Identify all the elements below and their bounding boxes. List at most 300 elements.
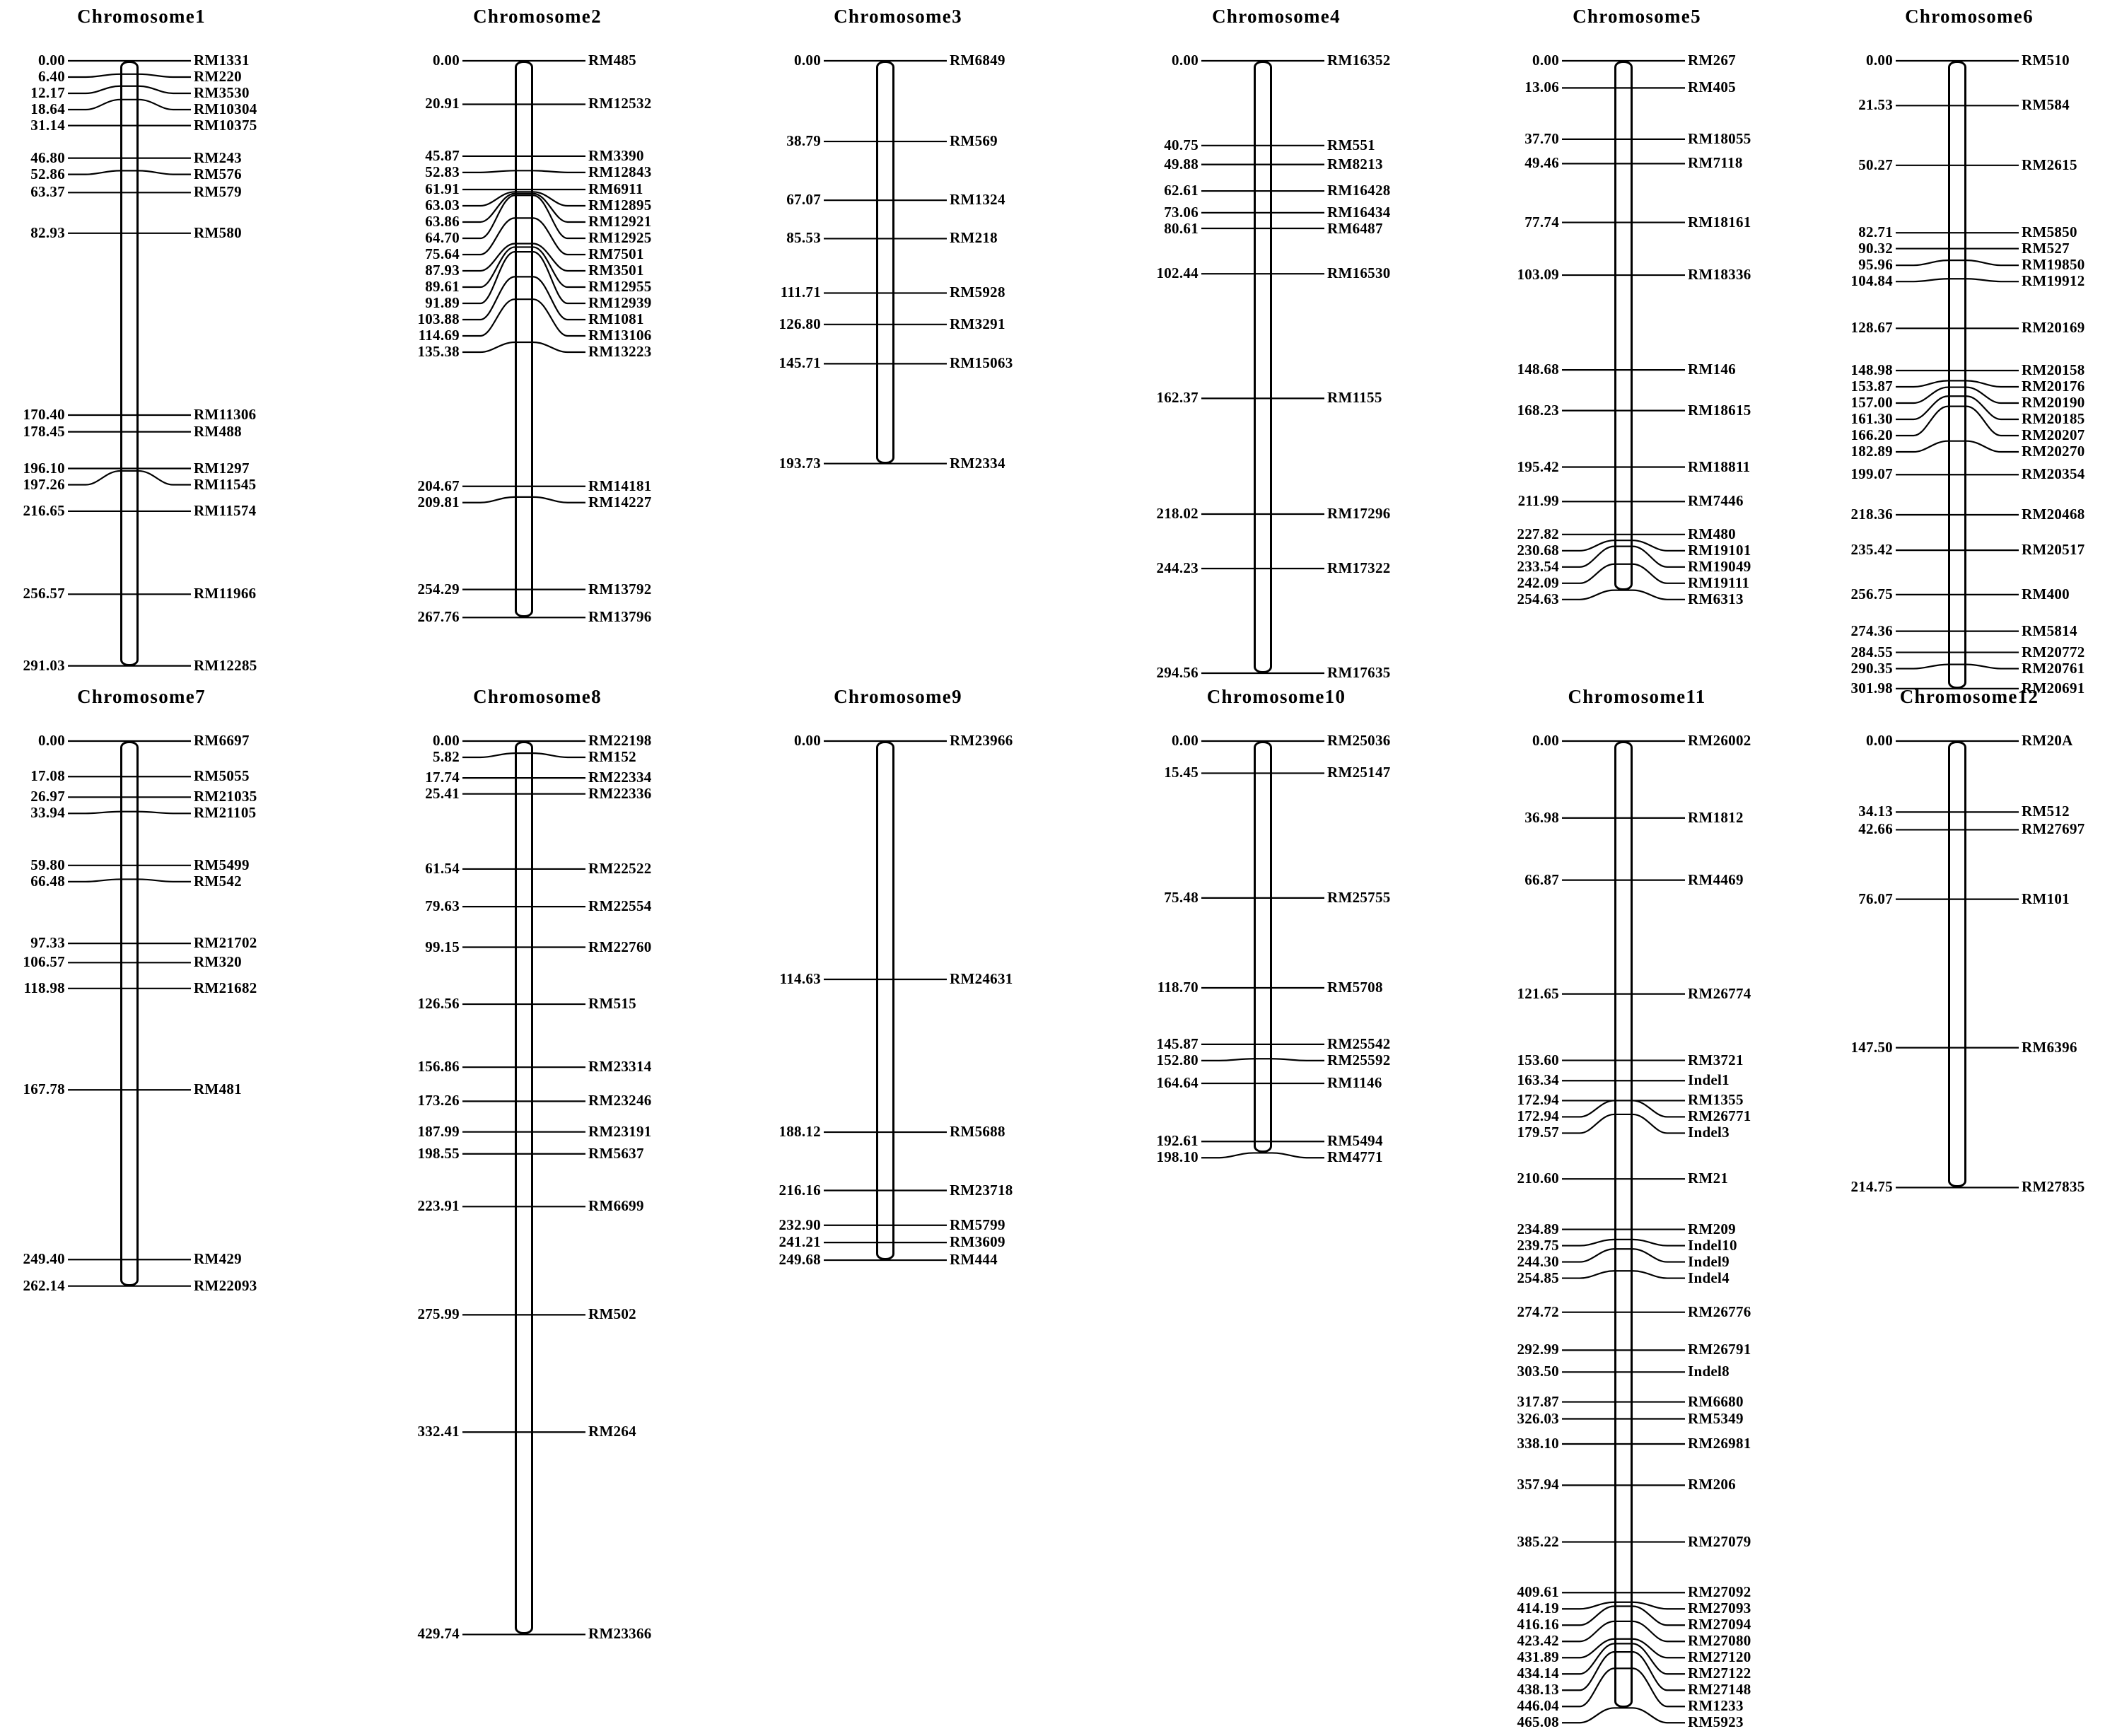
marker-position-label: 317.87 [1517,1392,1559,1410]
marker-position-label: 254.29 [417,580,460,598]
marker-position-label: 31.14 [30,117,65,134]
marker-name-label: RM22760 [588,938,652,955]
marker-position-label: 446.04 [1517,1697,1559,1715]
marker-position-label: 303.50 [1517,1363,1559,1380]
marker-position-label: 438.13 [1517,1681,1559,1699]
marker-position-label: 210.60 [1517,1170,1559,1187]
marker-position-label: 254.85 [1517,1269,1559,1286]
marker-name-label: RM1331 [194,52,250,69]
marker-position-label: 0.00 [1532,52,1559,69]
marker-position-label: 91.89 [425,294,460,311]
marker-name-label: RM11574 [194,501,257,519]
marker-name-label: RM101 [2022,890,2070,907]
marker-position-label: 76.07 [1858,890,1893,907]
marker-name-label: RM26776 [1688,1303,1751,1320]
marker-position-label: 156.86 [417,1058,460,1076]
chromosome-title: Chromosome3 [834,6,962,27]
marker-position-label: 12.17 [30,84,65,101]
marker-position-label: 66.48 [30,872,65,890]
marker-name-label: RM22093 [194,1276,257,1294]
marker-position-label: 82.71 [1858,223,1893,241]
marker-position-label: 63.86 [425,213,460,230]
marker-name-label: RM480 [1688,525,1736,542]
marker-position-label: 227.82 [1517,525,1559,542]
marker-position-label: 64.70 [425,229,460,246]
marker-name-label: Indel10 [1688,1236,1737,1254]
marker-name-label: RM25592 [1327,1051,1391,1068]
marker-name-label: RM20A [2022,732,2073,749]
marker-name-label: RM27120 [1688,1648,1751,1666]
marker-position-label: 40.75 [1164,136,1199,153]
marker-name-label: RM10304 [194,100,257,117]
marker-position-label: 338.10 [1517,1435,1559,1452]
marker-position-label: 128.67 [1850,319,1893,337]
marker-position-label: 416.16 [1517,1616,1559,1633]
marker-position-label: 18.64 [30,100,65,117]
marker-name-label: RM16434 [1327,203,1391,221]
marker-position-label: 0.00 [1172,732,1199,749]
marker-position-label: 0.00 [38,52,65,69]
marker-position-label: 241.21 [779,1233,821,1251]
marker-leader-lines [1838,711,2100,1216]
chromosome-title: Chromosome4 [1212,6,1341,27]
marker-position-label: 234.89 [1517,1220,1559,1237]
marker-name-label: RM6697 [194,732,250,749]
marker-name-label: RM20691 [2022,679,2085,697]
chromosome-title: Chromosome6 [1905,6,2034,27]
marker-position-label: 45.87 [425,146,460,164]
marker-name-label: RM24631 [950,970,1013,987]
marker-name-label: RM5494 [1327,1132,1383,1150]
chromosome-bar [1948,741,1966,1187]
marker-position-label: 431.89 [1517,1648,1559,1666]
marker-position-label: 103.88 [417,310,460,327]
marker-position-label: 145.87 [1156,1035,1199,1052]
marker-name-label: RM3501 [588,262,644,279]
marker-position-label: 15.45 [1164,764,1199,781]
marker-name-label: Indel8 [1688,1363,1730,1380]
marker-position-label: 67.07 [786,191,821,209]
marker-name-label: RM444 [950,1251,998,1269]
chromosome-bar [120,741,139,1286]
marker-name-label: RM1297 [194,459,250,477]
marker-name-label: RM220 [194,68,242,85]
marker-position-label: 38.79 [786,132,821,150]
marker-name-label: RM580 [194,223,242,241]
marker-name-label: RM146 [1688,361,1736,378]
marker-name-label: RM27835 [2022,1178,2085,1196]
marker-position-label: 104.84 [1850,272,1893,290]
marker-name-label: RM515 [588,995,636,1013]
marker-name-label: RM579 [194,183,242,201]
marker-position-label: 46.80 [30,148,65,166]
marker-position-label: 204.67 [417,477,460,494]
marker-position-label: 249.68 [779,1251,821,1269]
marker-name-label: RM23366 [588,1625,652,1643]
marker-name-label: RM11306 [194,405,257,423]
marker-position-label: 187.99 [417,1122,460,1140]
marker-position-label: 290.35 [1850,659,1893,677]
marker-position-label: 49.88 [1164,155,1199,173]
marker-position-label: 168.23 [1517,401,1559,419]
marker-position-label: 5.82 [433,748,460,765]
marker-position-label: 26.97 [30,788,65,805]
marker-name-label: RM2334 [950,454,1005,472]
marker-position-label: 235.42 [1850,541,1893,559]
marker-position-label: 0.00 [38,732,65,749]
marker-name-label: RM5499 [194,856,250,873]
marker-name-label: RM11966 [194,585,257,602]
chromosome-title: Chromosome11 [1568,686,1706,707]
marker-name-label: Indel9 [1688,1252,1730,1270]
marker-name-label: RM16530 [1327,264,1391,282]
marker-name-label: RM20354 [2022,465,2085,483]
marker-name-label: RM12925 [588,229,652,246]
marker-position-label: 82.93 [30,223,65,241]
marker-position-label: 77.74 [1524,213,1559,231]
marker-name-label: RM6487 [1327,219,1383,237]
marker-name-label: RM6849 [950,52,1005,69]
marker-name-label: RM21 [1688,1170,1729,1187]
marker-name-label: RM12955 [588,278,652,295]
marker-name-label: RM512 [2022,803,2070,820]
marker-position-label: 13.06 [1524,78,1559,96]
marker-position-label: 166.20 [1850,426,1893,443]
marker-name-label: RM5799 [950,1216,1005,1233]
marker-position-label: 0.00 [794,732,821,749]
marker-name-label: RM400 [2022,585,2070,602]
marker-name-label: RM429 [194,1250,242,1268]
marker-position-label: 73.06 [1164,203,1199,221]
marker-position-label: 188.12 [779,1123,821,1141]
marker-name-label: RM16428 [1327,182,1391,199]
marker-position-label: 49.46 [1524,154,1559,172]
marker-name-label: RM405 [1688,78,1736,96]
marker-name-label: RM12921 [588,213,652,230]
marker-name-label: RM510 [2022,52,2070,69]
marker-position-label: 102.44 [1156,264,1199,282]
marker-position-label: 162.37 [1156,389,1199,407]
marker-name-label: RM18811 [1688,458,1751,475]
marker-name-label: RM3721 [1688,1051,1744,1068]
marker-name-label: RM18615 [1688,401,1751,419]
marker-name-label: RM584 [2022,96,2070,114]
marker-name-label: RM12939 [588,294,652,311]
marker-position-label: 62.61 [1164,182,1199,199]
marker-name-label: RM25542 [1327,1035,1391,1052]
marker-name-label: RM20169 [2022,319,2085,337]
marker-position-label: 357.94 [1517,1476,1559,1493]
marker-name-label: RM27148 [1688,1681,1751,1699]
marker-name-label: RM5923 [1688,1713,1744,1731]
marker-position-label: 42.66 [1858,820,1893,838]
marker-name-label: RM5637 [588,1144,644,1162]
marker-name-label: RM542 [194,872,242,890]
marker-name-label: RM27079 [1688,1532,1751,1550]
marker-position-label: 326.03 [1517,1409,1559,1427]
marker-name-label: RM27697 [2022,820,2085,838]
chromosome-title: Chromosome1 [77,6,206,27]
marker-name-label: RM20517 [2022,541,2085,559]
marker-name-label: RM218 [950,229,998,247]
marker-position-label: 233.54 [1517,557,1559,575]
chromosome-title: Chromosome7 [77,686,206,707]
marker-name-label: RM22334 [588,769,652,786]
marker-leader-lines [757,711,1039,1288]
marker-name-label: RM527 [2022,240,2070,257]
marker-position-label: 292.99 [1517,1341,1559,1358]
marker-name-label: RM4469 [1688,870,1744,888]
marker-position-label: 75.48 [1164,888,1199,906]
marker-position-label: 179.57 [1517,1124,1559,1141]
marker-name-label: RM26774 [1688,984,1751,1002]
chromosome-bar [876,61,894,464]
chromosome-title: Chromosome2 [473,6,602,27]
marker-name-label: RM19049 [1688,557,1751,575]
marker-name-label: RM20207 [2022,426,2085,443]
marker-position-label: 87.93 [425,262,460,279]
marker-position-label: 63.37 [30,183,65,201]
marker-position-label: 36.98 [1524,808,1559,826]
marker-name-label: RM481 [194,1080,242,1098]
marker-name-label: RM5349 [1688,1409,1744,1427]
marker-position-label: 118.98 [23,979,65,996]
marker-name-label: RM3291 [950,315,1005,332]
marker-position-label: 97.33 [30,934,65,952]
marker-position-label: 301.98 [1850,679,1893,697]
marker-name-label: RM22198 [588,732,652,749]
marker-name-label: RM7446 [1688,492,1744,510]
marker-position-label: 147.50 [1850,1038,1893,1056]
marker-position-label: 198.10 [1156,1148,1199,1166]
marker-name-label: RM7501 [588,245,644,262]
marker-position-label: 256.75 [1850,585,1893,602]
marker-name-label: RM20270 [2022,443,2085,460]
marker-name-label: RM18336 [1688,266,1751,284]
marker-position-label: 465.08 [1517,1713,1559,1731]
marker-name-label: RM13792 [588,580,652,598]
marker-position-label: 434.14 [1517,1665,1559,1682]
marker-position-label: 153.60 [1517,1051,1559,1068]
chromosome-title: Chromosome5 [1573,6,1701,27]
chromosome-title: Chromosome8 [473,686,602,707]
marker-position-label: 99.15 [425,938,460,955]
marker-position-label: 121.65 [1517,984,1559,1002]
marker-name-label: RM1812 [1688,808,1744,826]
chromosome-bar [120,61,139,666]
marker-leader-lines [1124,711,1428,1181]
marker-position-label: 0.00 [1866,52,1893,69]
marker-position-label: 63.03 [425,197,460,214]
marker-name-label: RM267 [1688,52,1736,69]
marker-position-label: 0.00 [1172,52,1199,69]
marker-name-label: RM27122 [1688,1665,1751,1682]
marker-name-label: RM1146 [1327,1074,1382,1092]
marker-position-label: 173.26 [417,1092,460,1109]
marker-position-label: 197.26 [23,475,65,493]
marker-name-label: RM23966 [950,732,1013,749]
marker-name-label: RM320 [194,953,242,971]
marker-name-label: RM23246 [588,1092,652,1109]
marker-name-label: RM17635 [1327,664,1391,681]
marker-position-label: 145.71 [779,354,821,372]
marker-name-label: RM1233 [1688,1697,1744,1715]
marker-position-label: 148.68 [1517,361,1559,378]
marker-position-label: 218.02 [1156,504,1199,522]
marker-name-label: RM5850 [2022,223,2077,241]
marker-position-label: 182.89 [1850,443,1893,460]
marker-name-label: RM3609 [950,1233,1005,1251]
marker-position-label: 192.61 [1156,1132,1199,1150]
marker-position-label: 152.80 [1156,1051,1199,1068]
marker-position-label: 223.91 [417,1197,460,1215]
marker-name-label: RM19850 [2022,256,2085,274]
marker-name-label: RM5928 [950,284,1005,301]
marker-position-label: 34.13 [1858,803,1893,820]
marker-position-label: 50.27 [1858,156,1893,173]
marker-position-label: 254.63 [1517,590,1559,607]
marker-position-label: 193.73 [779,454,821,472]
marker-name-label: RM21035 [194,788,257,805]
marker-position-label: 114.69 [418,327,460,344]
marker-name-label: RM23718 [950,1181,1013,1199]
marker-name-label: RM12532 [588,95,652,112]
marker-name-label: RM25036 [1327,732,1391,749]
marker-name-label: RM6680 [1688,1392,1744,1410]
marker-position-label: 17.08 [30,767,65,785]
marker-name-label: RM26791 [1688,1341,1751,1358]
marker-name-label: RM23191 [588,1122,652,1140]
marker-name-label: RM23314 [588,1058,652,1076]
marker-name-label: RM21105 [194,804,257,822]
marker-position-label: 167.78 [23,1080,65,1098]
marker-position-label: 66.87 [1524,870,1559,888]
marker-name-label: RM14181 [588,477,652,494]
chromosome-title: Chromosome10 [1206,686,1346,707]
marker-position-label: 80.61 [1164,219,1199,237]
marker-position-label: 0.00 [794,52,821,69]
marker-name-label: RM1155 [1327,389,1382,407]
marker-position-label: 163.34 [1517,1071,1559,1089]
marker-position-label: 423.42 [1517,1632,1559,1650]
marker-position-label: 385.22 [1517,1532,1559,1550]
marker-name-label: Indel4 [1688,1269,1730,1286]
marker-name-label: RM206 [1688,1476,1736,1493]
marker-position-label: 118.70 [1157,978,1199,996]
marker-position-label: 75.64 [425,245,460,262]
marker-name-label: RM7118 [1688,154,1743,172]
marker-name-label: RM2615 [2022,156,2077,173]
marker-name-label: RM15063 [950,354,1013,372]
marker-position-label: 52.86 [30,165,65,182]
marker-position-label: 291.03 [23,656,65,674]
marker-position-label: 153.87 [1850,378,1893,395]
marker-position-label: 111.71 [780,284,821,301]
marker-position-label: 6.40 [38,68,65,85]
marker-position-label: 284.55 [1850,643,1893,660]
marker-name-label: RM27080 [1688,1632,1751,1650]
marker-name-label: RM1081 [588,310,644,327]
marker-name-label: RM12843 [588,163,652,180]
marker-name-label: RM3530 [194,84,250,101]
marker-position-label: 164.64 [1156,1074,1199,1092]
marker-position-label: 85.53 [786,229,821,247]
marker-name-label: RM5688 [950,1123,1005,1141]
marker-name-label: RM5814 [2022,622,2077,639]
marker-position-label: 61.91 [425,180,460,197]
marker-position-label: 172.94 [1517,1091,1559,1109]
marker-name-label: RM576 [194,165,242,182]
marker-position-label: 244.23 [1156,559,1199,577]
marker-position-label: 294.56 [1156,664,1199,681]
marker-position-label: 262.14 [23,1276,65,1294]
marker-name-label: RM27092 [1688,1583,1751,1601]
chromosome-bar [1254,741,1272,1153]
marker-position-label: 244.30 [1517,1252,1559,1270]
marker-position-label: 106.57 [23,953,65,971]
marker-name-label: RM1355 [1688,1091,1744,1109]
marker-position-label: 157.00 [1850,394,1893,411]
marker-position-label: 256.57 [23,585,65,602]
marker-position-label: 0.00 [1866,732,1893,749]
marker-name-label: RM16352 [1327,52,1391,69]
marker-position-label: 59.80 [30,856,65,873]
marker-position-label: 89.61 [425,278,460,295]
marker-name-label: RM18055 [1688,129,1751,147]
chromosome-title: Chromosome12 [1899,686,2039,707]
marker-name-label: RM11545 [194,475,257,493]
marker-position-label: 0.00 [433,52,460,69]
marker-name-label: RM243 [194,148,242,166]
marker-name-label: RM6699 [588,1197,644,1215]
marker-position-label: 52.83 [425,163,460,180]
marker-position-label: 275.99 [417,1305,460,1323]
marker-name-label: RM20158 [2022,361,2085,378]
marker-position-label: 249.40 [23,1250,65,1268]
marker-position-label: 332.41 [417,1423,460,1440]
marker-position-label: 0.00 [1532,732,1559,749]
marker-name-label: Indel3 [1688,1124,1730,1141]
marker-name-label: RM26771 [1688,1107,1751,1125]
marker-position-label: 232.90 [779,1216,821,1233]
marker-name-label: Indel1 [1688,1071,1730,1089]
marker-position-label: 126.80 [779,315,821,332]
marker-name-label: RM264 [588,1423,636,1440]
marker-position-label: 230.68 [1517,541,1559,559]
marker-name-label: RM13796 [588,608,652,626]
marker-name-label: RM551 [1327,136,1375,153]
marker-position-label: 33.94 [30,804,65,822]
marker-position-label: 178.45 [23,422,65,440]
marker-name-label: RM12895 [588,197,652,214]
marker-name-label: RM13106 [588,327,652,344]
marker-position-label: 274.72 [1517,1303,1559,1320]
marker-name-label: RM10375 [194,117,257,134]
marker-position-label: 198.55 [417,1144,460,1162]
marker-name-label: RM502 [588,1305,636,1323]
chromosome-bar [1614,61,1633,590]
marker-position-label: 267.76 [417,608,460,626]
chromosome-bar [1948,61,1966,689]
marker-position-label: 172.94 [1517,1107,1559,1125]
marker-name-label: RM19101 [1688,541,1751,559]
marker-position-label: 161.30 [1850,410,1893,427]
marker-name-label: RM17322 [1327,559,1391,577]
marker-name-label: RM14227 [588,493,652,511]
marker-name-label: RM1324 [950,191,1005,209]
marker-name-label: RM488 [194,422,242,440]
marker-name-label: RM6313 [1688,590,1744,607]
